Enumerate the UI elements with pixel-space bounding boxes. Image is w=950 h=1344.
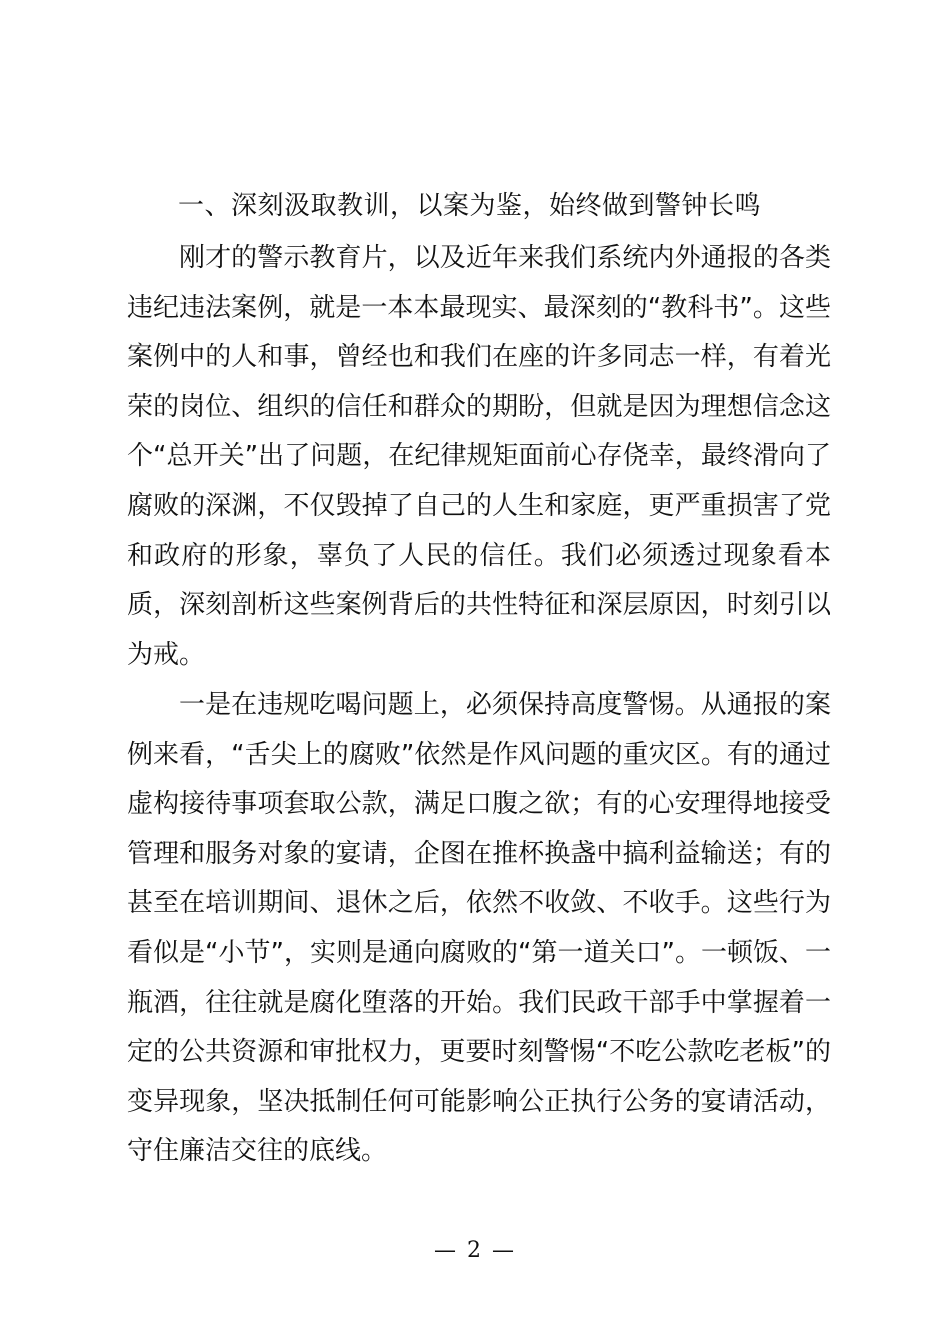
paragraph-2: 一是在违规吃喝问题上，必须保持高度警惕。从通报的案例来看，“舌尖上的腐败”依然是作风问题的重灾区。有的通过虚构接待事项套取公款，满足口腹之欲；有的心安理得地接受管理和服务对象的宴请，企图在推杯换盏中搞利益输送；有的甚至在培训期间、退休之后，依然不收敛、不收手。这些行为看似是“小节”，实则是通向腐败的“第一道关口”。一顿饭、一瓶酒，往往就是腐化堕落的开始。我们民政干部手中掌握着一定的公共资源和审批权力，更要时刻警惕“不吃公款吃老板”的变异现象，坚决抵制任何可能影响公正执行公务的宴请活动，守住廉洁交往的底线。	[127, 690, 831, 1167]
section-heading: 一、深刻汲取教训，以案为鉴，始终做到警钟长鸣	[178, 191, 762, 221]
page-number: — 2 —	[434, 1238, 516, 1263]
paragraph-1: 刚才的警示教育片，以及近年来我们系统内外通报的各类违纪违法案例，就是一本本最现实、最深刻的“教科书”。这些案例中的人和事，曾经也和我们在座的许多同志一样，有着光荣的岗位、组织的信任和群众的期盼，但就是因为理想信念这个“总开关”出了问题，在纪律规矩面前心存侥幸，最终滑向了腐败的深渊，不仅毁掉了自己的人生和家庭，更严重损害了党和政府的形象，辜负了人民的信任。我们必须透过现象看本质，深刻剖析这些案例背后的共性特征和深层原因，时刻引以为戒。	[127, 243, 831, 670]
